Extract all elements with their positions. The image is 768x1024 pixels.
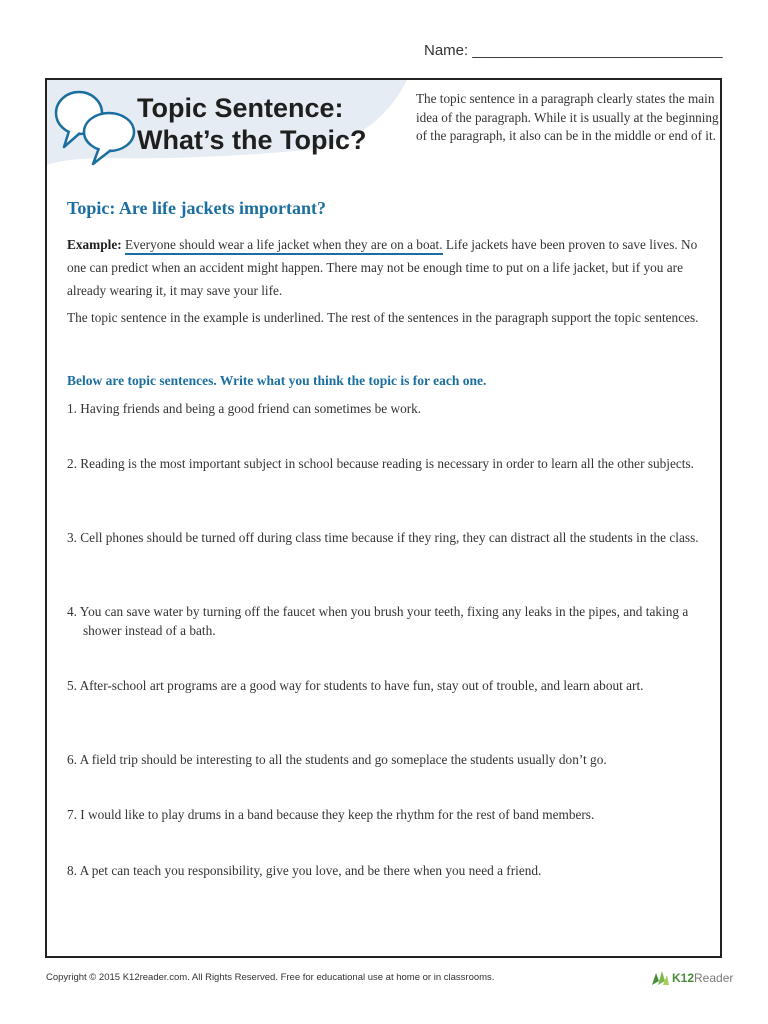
logo-text: [672, 971, 733, 985]
list-item-6: 6. A field trip should be interesting to all the students and go someplace the students usually don’t go.: [67, 752, 607, 767]
example-label: Example:: [67, 237, 122, 252]
list-item-4: 4. You can save water by turning off the faucet when you brush your teeth, fixing any leaks in the pipes, and taking a shower instead of a bath.: [67, 604, 689, 638]
list-item-2: 2. Reading is the most important subject in school because reading is necessary in order to learn all the other subjects.: [67, 456, 694, 471]
list-item-1: 1. Having friends and being a good friend can sometimes be work.: [67, 401, 422, 416]
intro-text: The topic sentence in a paragraph clearly states the main idea of the paragraph. While it is usually at the beginning of the paragraph, it also can be in the middle or end of it.: [416, 91, 719, 143]
example-topic-sentence: Everyone should wear a life jacket when they are on a boat.: [125, 237, 443, 255]
title-line-2: What’s the Topic?: [137, 125, 367, 155]
logo-k12: K12: [672, 971, 695, 985]
list-item-3: 3. Cell phones should be turned off during class time because if they ring, they can distract all the students in the class.: [67, 530, 699, 545]
example-paragraph: [67, 233, 707, 302]
worksheet-frame: [45, 78, 722, 958]
title-line-1: Topic Sentence:: [137, 93, 344, 123]
example-note: The topic sentence in the example is underlined. The rest of the sentences in the paragraph support the topic sentences.: [67, 310, 699, 325]
page-title: [137, 92, 367, 156]
list-item-7: 7. I would like to play drums in a band because they keep the rhythm for the rest of band members.: [67, 807, 595, 822]
name-field-label: Name: ______________________________: [424, 42, 723, 59]
list-item-5: 5. After-school art programs are a good way for students to have fun, stay out of trouble, and learn about art.: [67, 678, 644, 693]
k12reader-logo-icon: [650, 969, 670, 987]
logo-reader: Reader: [694, 971, 734, 985]
instruction-text: Below are topic sentences. Write what you think the topic is for each one.: [67, 373, 487, 388]
example-supporting-text: Life jackets have been proven to save lives. No one can predict when an accident might happen. There may not be enough time to put on a life jacket, but if you are already wearing it, it may save your life.: [67, 237, 698, 298]
list-item-8: 8. A pet can teach you responsibility, give you love, and be there when you need a friend.: [67, 863, 542, 878]
k12reader-logo: [650, 967, 733, 989]
topic-heading: Topic: Are life jackets important?: [67, 198, 326, 218]
copyright-text: Copyright © 2015 K12reader.com. All Rights Reserved. Free for educational use at home or in classrooms.: [46, 972, 495, 983]
